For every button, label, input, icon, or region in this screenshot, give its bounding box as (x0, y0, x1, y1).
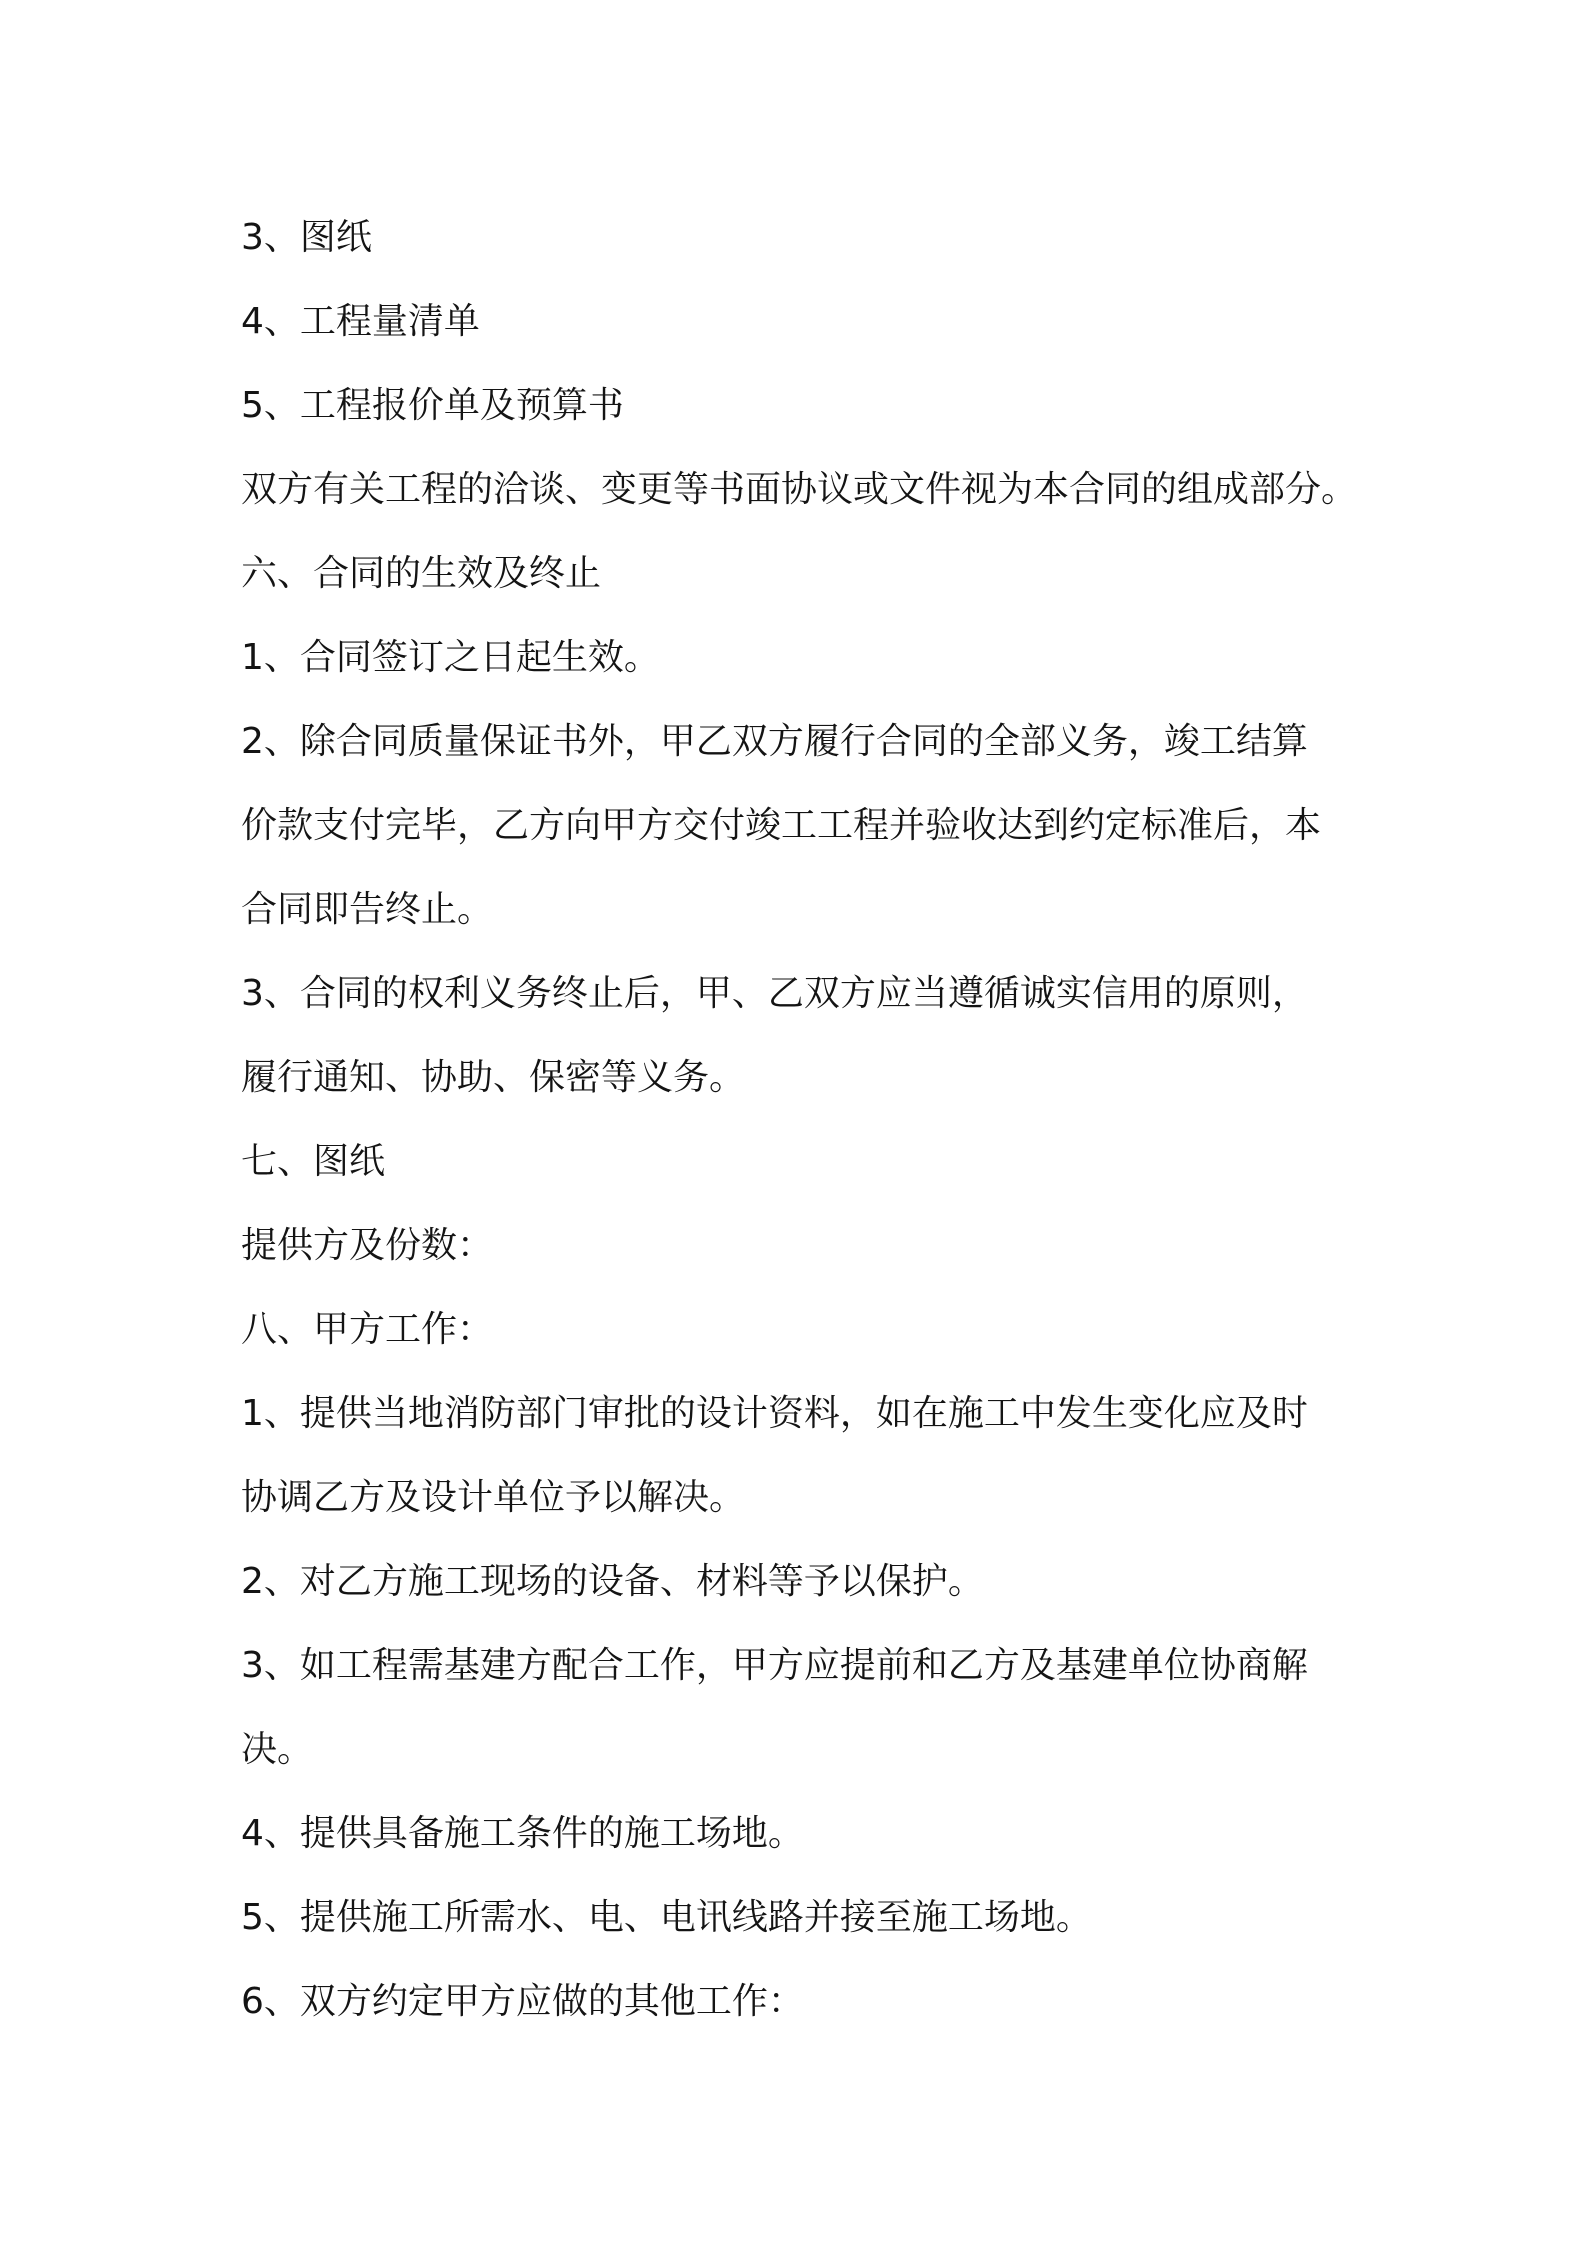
document-body (241, 196, 1391, 2044)
text-line: 5、工程报价单及预算书 (241, 385, 624, 426)
text-line: 3、合同的权利义务终止后，甲、乙双方应当遵循诚实信用的原则， (241, 973, 1308, 1014)
text-line: 履行通知、协助、保密等义务。 (241, 1057, 746, 1098)
text-line: 3、图纸 (241, 217, 372, 258)
section-heading: 六、合同的生效及终止 (241, 553, 602, 594)
text-line: 2、对乙方施工现场的设备、材料等予以保护。 (241, 1561, 984, 1602)
text-line: 提供方及份数： (241, 1225, 494, 1266)
section-heading: 八、甲方工作： (241, 1309, 494, 1350)
text-line: 5、提供施工所需水、电、电讯线路并接至施工场地。 (241, 1897, 1092, 1938)
text-line: 协调乙方及设计单位予以解决。 (241, 1477, 746, 1518)
text-line: 合同即告终止。 (241, 889, 494, 930)
text-line: 1、合同签订之日起生效。 (241, 637, 660, 678)
text-line: 决。 (241, 1729, 314, 1770)
text-line: 6、双方约定甲方应做的其他工作： (241, 1981, 804, 2022)
text-line: 4、工程量清单 (241, 301, 480, 342)
text-line: 价款支付完毕，乙方向甲方交付竣工工程并验收达到约定标准后，本 (241, 805, 1322, 846)
text-line: 双方有关工程的洽谈、变更等书面协议或文件视为本合同的组成部分。 (241, 469, 1358, 510)
section-heading: 七、图纸 (241, 1141, 386, 1182)
text-line: 1、提供当地消防部门审批的设计资料，如在施工中发生变化应及时 (241, 1393, 1308, 1434)
text-line: 2、除合同质量保证书外，甲乙双方履行合同的全部义务，竣工结算 (241, 721, 1308, 762)
text-line: 4、提供具备施工条件的施工场地。 (241, 1813, 804, 1854)
text-line: 3、如工程需基建方配合工作，甲方应提前和乙方及基建单位协商解 (241, 1645, 1308, 1686)
